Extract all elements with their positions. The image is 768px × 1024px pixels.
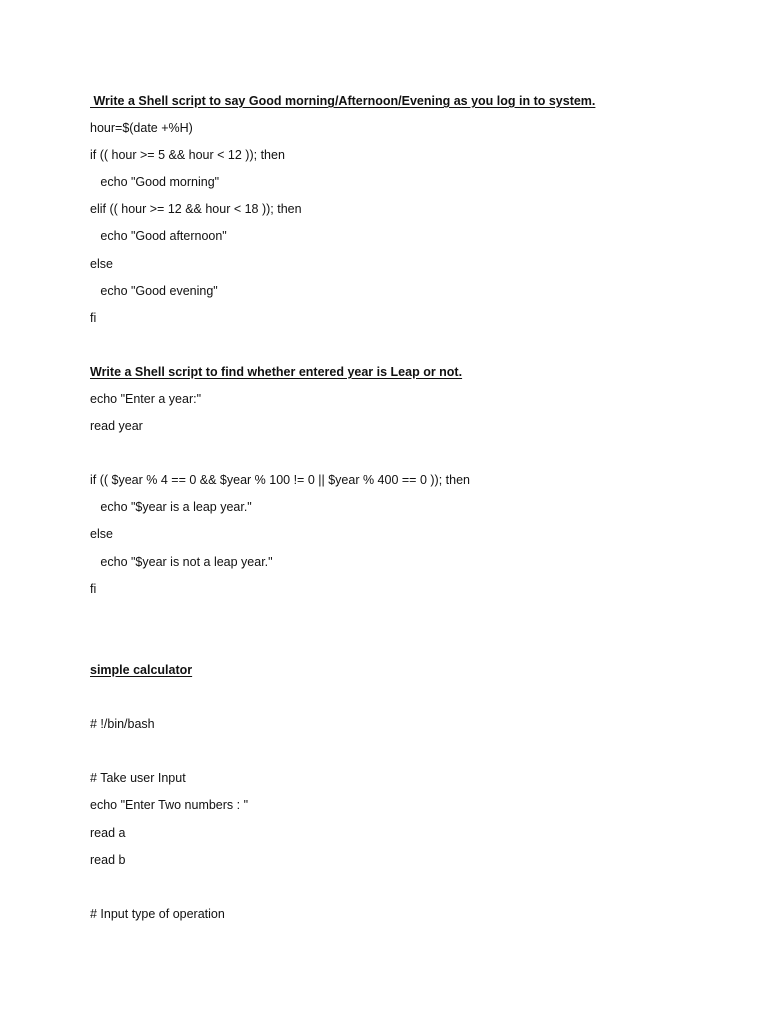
code-line: else (90, 257, 113, 271)
code-line: read b (90, 853, 126, 867)
code-line: echo "Good afternoon" (90, 229, 227, 243)
code-line: if (( $year % 4 == 0 && $year % 100 != 0 || $year % 400 == 0 )); then (90, 473, 470, 487)
code-line: elif (( hour >= 12 && hour < 18 )); then (90, 202, 302, 216)
code-line: echo "$year is a leap year." (90, 500, 252, 514)
code-line: echo "Enter a year:" (90, 392, 202, 406)
code-line: echo "Good evening" (90, 284, 218, 298)
code-line: else (90, 527, 113, 541)
code-line: read a (90, 826, 126, 840)
section-heading-greeting: Write a Shell script to say Good morning/Afternoon/Evening as you log in to system. (90, 94, 596, 108)
code-line: fi (90, 311, 97, 325)
code-line: fi (90, 582, 97, 596)
code-line: echo "Good morning" (90, 175, 220, 189)
code-line: # Input type of operation (90, 907, 225, 921)
code-line: hour=$(date +%H) (90, 121, 193, 135)
code-line: # !/bin/bash (90, 717, 155, 731)
section-heading-calculator: simple calculator (90, 663, 193, 677)
code-line: # Take user Input (90, 771, 186, 785)
code-line: read year (90, 419, 143, 433)
code-line: echo "$year is not a leap year." (90, 555, 273, 569)
code-line: echo "Enter Two numbers : " (90, 798, 249, 812)
section-heading-leap-year: Write a Shell script to find whether entered year is Leap or not. (90, 365, 463, 379)
code-line: if (( hour >= 5 && hour < 12 )); then (90, 148, 285, 162)
